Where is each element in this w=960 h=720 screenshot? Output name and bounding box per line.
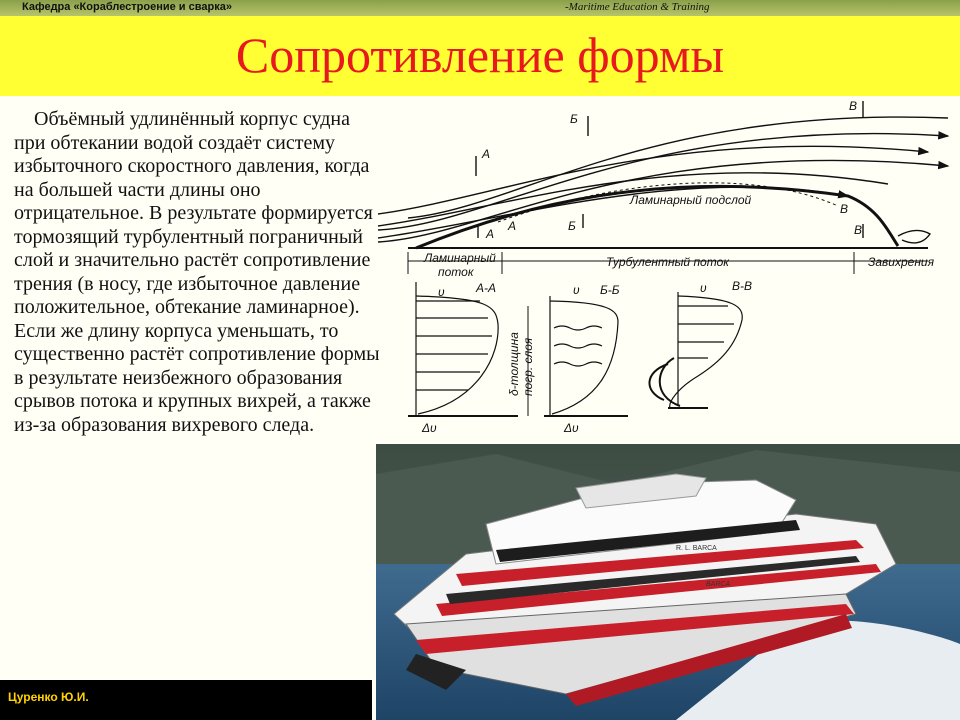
streamlines: [378, 117, 948, 242]
body-text-block: [14, 108, 384, 437]
wake-vortex: [898, 230, 930, 242]
ship-name-label: BARCA: [706, 581, 731, 588]
body-paragraph: Объёмный удлинённый корпус судна при обтекании водой создаёт систему избыточного скоростного давления, когда на большей части длины оно отрицательное. В результате формируется тормозящий турбулентный пограничный слой и значительно растёт сопротивление трения (в носу, где избыточное давление положительное, обтекание ламинарное). Если же длину корпуса уменьшать, то существенно растёт сопротивление формы в результате неизбежного образования срывов потока и крупных вихрей, а также из-за образования вихревого следа.: [14, 108, 380, 436]
profile-turbulent: [544, 296, 628, 416]
velocity-aa: υ: [438, 285, 445, 299]
catamaran-photo: [376, 444, 960, 720]
thickness-label-2: погр. слоя: [521, 337, 535, 396]
velocity-bb: υ: [573, 283, 580, 297]
vortexing-label: Завихрения: [868, 255, 935, 269]
delta-v-bb: Δυ: [564, 421, 579, 435]
sec-v-top: В: [849, 99, 858, 113]
section-vv-label: В-В: [732, 279, 753, 293]
section-aa-label: А-А: [476, 281, 497, 295]
footer-bar: [0, 680, 372, 720]
ship-name-label-2: R. L. BARCA: [676, 545, 717, 552]
sec-v-bottom: В: [854, 223, 863, 237]
sec-a-mid: А: [508, 219, 517, 233]
maritime-label: -Maritime Education & Training: [565, 1, 710, 13]
sec-b-bottom: Б: [568, 219, 576, 233]
laminar-flow-label-1: Ламинарный: [424, 251, 496, 265]
profile-laminar: [408, 282, 518, 416]
laminar-flow-label-2: поток: [438, 265, 474, 279]
sec-b-top: Б: [570, 112, 578, 126]
velocity-vv: υ: [700, 281, 707, 295]
title-band: [0, 16, 960, 96]
laminar-sublayer-label: Ламинарный подслой: [630, 193, 752, 207]
section-bb-label: Б-Б: [600, 283, 620, 297]
sec-v-mid: В: [840, 202, 849, 216]
delta-v-aa: Δυ: [422, 421, 437, 435]
turbulent-flow-label: Турбулентный поток: [606, 255, 729, 269]
sec-a-top: А: [482, 147, 491, 161]
slide-title: Сопротивление формы: [235, 27, 725, 83]
boundary-layer-diagram: [368, 96, 960, 442]
department-label: Кафедра «Кораблестроение и сварка»: [22, 1, 232, 13]
profile-separated: [649, 292, 742, 408]
top-bar: [0, 0, 960, 16]
thickness-label-1: δ-толщина: [507, 332, 521, 396]
sec-a-bottom: А: [486, 227, 495, 241]
author-label: Цуренко Ю.И.: [8, 690, 89, 704]
